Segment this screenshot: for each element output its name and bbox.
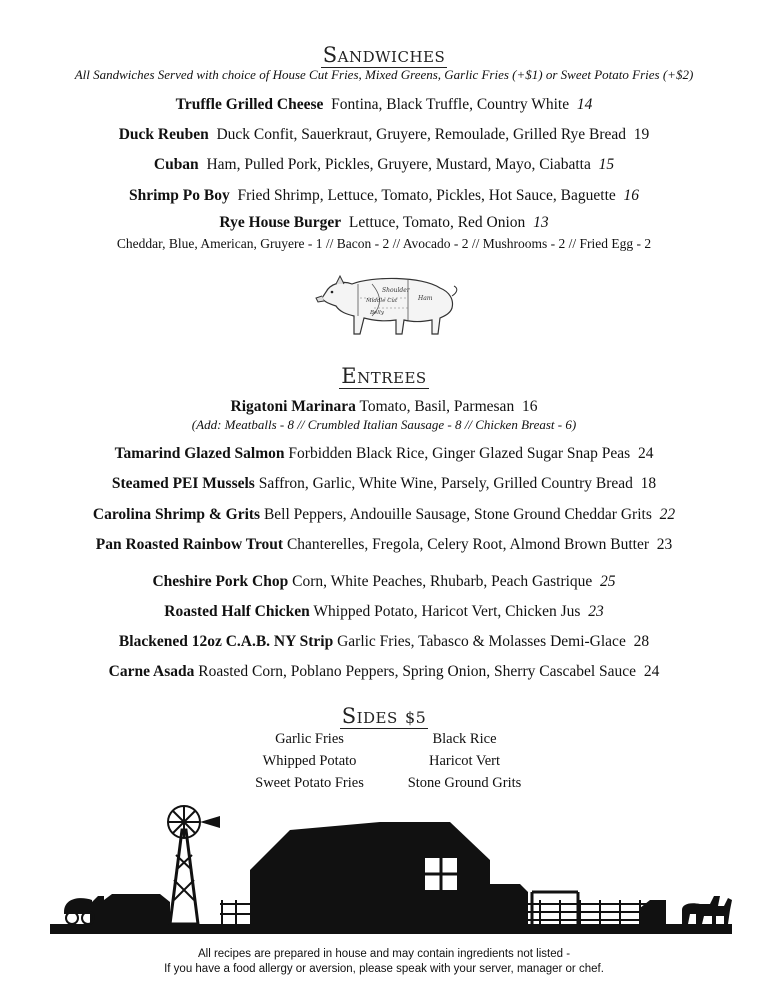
sides-heading [0,704,768,728]
item-name: Tamarind Glazed Salmon [114,445,285,462]
menu-item [0,126,768,144]
item-name: Rye House Burger [219,214,342,231]
item-name: Shrimp Po Boy [128,187,230,204]
item-price: 23 [588,603,604,620]
item-name: Steamed PEI Mussels [111,475,255,492]
item-price: 13 [533,214,549,231]
item-desc: Whipped Potato, Haricot Vert, Chicken Jus [313,603,581,620]
item-desc: Saffron, Garlic, White Wine, Parsely, Grilled Country Bread [258,475,633,492]
item-price: 18 [640,475,657,492]
menu-item [0,96,768,114]
side-item: Whipped Potato [262,753,357,769]
item-price: 19 [633,126,650,143]
item-price: 22 [659,506,676,523]
sandwiches-title: Sandwiches [322,43,446,67]
item-desc: Lettuce, Tomato, Red Onion [348,214,526,231]
item-desc: Chanterelles, Fregola, Celery Root, Almond Brown Butter [286,536,649,553]
item-name: Truffle Grilled Cheese [175,96,324,113]
item-name: Rigatoni Marinara [230,398,356,415]
item-name: Roasted Half Chicken [164,603,310,620]
sandwiches-heading [0,43,768,67]
item-name: Carne Asada [108,663,195,680]
item-price: 14 [576,96,593,113]
item-price: 15 [598,156,615,173]
item-name: Pan Roasted Rainbow Trout [95,536,284,553]
menu-item [0,506,768,524]
entrees-title: Entrees [341,364,427,388]
item-price: 16 [521,398,538,415]
menu-item [0,156,768,174]
farm-silhouette-illustration [50,800,732,938]
item-desc: Roasted Corn, Poblano Peppers, Spring Onion, Sherry Cascabel Sauce [198,663,637,680]
pig-label-belly: Belly [370,310,384,316]
pig-label-shoulder: Shoulder [382,287,410,294]
item-price: 24 [643,663,660,680]
menu-item [0,475,768,493]
side-item: Black Rice [432,731,497,747]
item-price: 25 [600,573,616,590]
menu-item [0,536,768,554]
burger-addons: Cheddar, Blue, American, Gruyere - 1 // Bacon - 2 // Avocado - 2 // Mushrooms - 2 // Fried Egg - 2 [116,236,652,251]
menu-item [0,573,768,591]
allergy-notice-line2: If you have a food allergy or aversion, please speak with your server, manager or chef. [164,963,604,975]
item-name: Carolina Shrimp & Grits [92,506,261,523]
item-name: Blackened 12oz C.A.B. NY Strip [118,633,334,650]
menu-item [0,214,768,232]
item-desc: Ham, Pulled Pork, Pickles, Gruyere, Mustard, Mayo, Ciabatta [206,156,591,173]
item-price: 23 [656,536,673,553]
menu-item [0,603,768,621]
item-desc: Duck Confit, Sauerkraut, Gruyere, Remoulade, Grilled Rye Bread [216,126,627,143]
item-name: Duck Reuben [118,126,209,143]
sides-list [232,730,542,792]
side-item: Sweet Potato Fries [255,775,364,791]
sides-title: Sides [341,704,398,728]
entrees-heading [0,364,768,388]
item-desc: Tomato, Basil, Parmesan [359,398,515,415]
side-item: Garlic Fries [275,731,344,747]
rigatoni-addons: (Add: Meatballs - 8 // Crumbled Italian Sausage - 8 // Chicken Breast - 6) [191,417,577,432]
item-price: 16 [623,187,640,204]
menu-item [0,663,768,681]
item-desc: Fried Shrimp, Lettuce, Tomato, Pickles, Hot Sauce, Baguette [237,187,616,204]
menu-item [0,187,768,205]
item-price: 24 [637,445,654,462]
menu-item [0,398,768,416]
menu-item [0,633,768,651]
item-desc: Corn, White Peaches, Rhubarb, Peach Gastrique [292,573,593,590]
item-desc: Forbidden Black Rice, Ginger Glazed Sugar Snap Peas [288,445,631,462]
horse-icon [682,896,732,924]
pig-cuts-illustration [312,262,462,344]
windmill-icon [168,806,220,924]
menu-item [0,445,768,463]
sides-price: $5 [404,708,427,727]
side-item: Stone Ground Grits [407,775,522,791]
item-name: Cuban [153,156,199,173]
pig-label-ham: Ham [418,295,433,302]
item-desc: Fontina, Black Truffle, Country White [331,96,570,113]
sandwiches-note: All Sandwiches Served with choice of House Cut Fries, Mixed Greens, Garlic Fries (+$1) or Sweet Potato Fries (+$2) [74,67,694,82]
allergy-notice-line1: All recipes are prepared in house and may contain ingredients not listed - [197,948,571,960]
item-desc: Garlic Fries, Tabasco & Molasses Demi-Glace [337,633,626,650]
item-desc: Bell Peppers, Andouille Sausage, Stone Ground Cheddar Grits [263,506,652,523]
pig-label-middle-cut: Middle Cut [366,298,398,304]
item-price: 28 [633,633,650,650]
item-name: Cheshire Pork Chop [152,573,289,590]
side-item: Haricot Vert [429,753,500,769]
